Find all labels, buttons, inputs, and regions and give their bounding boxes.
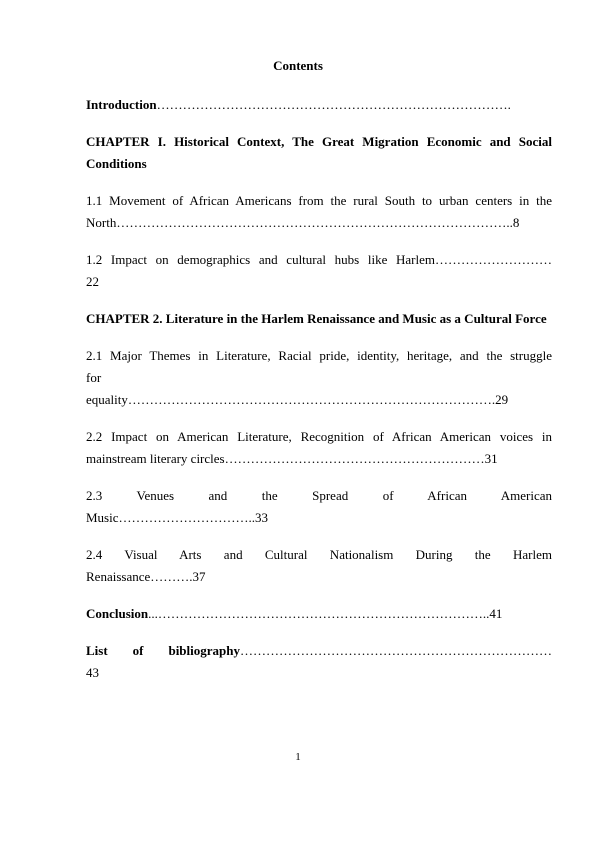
- toc-entry-conclusion: [86, 603, 552, 625]
- toc-entry-bibliography-line1: [86, 640, 552, 662]
- toc-entry-2-1: [86, 345, 552, 411]
- toc-leader-introduction: ……………………………………………………………………….: [156, 97, 511, 112]
- toc-entry-bibliography: [86, 640, 552, 684]
- toc-entry-1-1-line2: North………………………………………………………………………………..8: [86, 215, 520, 230]
- toc-entry-1-2-line2: 22: [86, 274, 99, 289]
- toc-label-introduction: Introduction: [86, 97, 157, 112]
- toc-entry-2-4-line1: 2.4 Visual Arts and Cultural Nationalism During the Harlem: [86, 547, 552, 562]
- toc-entry-2-4: [86, 544, 552, 588]
- toc-entry-chapter-2: CHAPTER 2. Literature in the Harlem Renaissance and Music as a Cultural Force: [86, 311, 547, 326]
- table-of-contents: [86, 94, 552, 699]
- toc-entry-1-2-line1: 1.2 Impact on demographics and cultural hubs like Harlem………………………: [86, 252, 552, 267]
- toc-label-conclusion: Conclusion: [86, 606, 149, 621]
- toc-leader-conclusion: ...…………………………………………………………………..41: [148, 606, 503, 621]
- contents-title: Contents: [273, 58, 323, 73]
- page-number: 1: [295, 751, 301, 763]
- toc-entry-1-1-line1: 1.1 Movement of African Americans from the rural South to urban centers in the: [86, 193, 552, 208]
- toc-entry-2-2: [86, 426, 552, 470]
- toc-entry-2-1-line1: 2.1 Major Themes in Literature, Racial pride, identity, heritage, and the struggle: [86, 348, 552, 363]
- toc-entry-1-1: [86, 190, 552, 234]
- toc-entry-2-1-line3: equality………………………………………………………………………….29: [86, 392, 509, 407]
- toc-entry-2-3: [86, 485, 552, 529]
- toc-entry-2-2-line2: mainstream literary circles……………………………………………………31: [86, 451, 498, 466]
- toc-label-bibliography: List of bibliography: [86, 643, 240, 658]
- toc-page-bibliography: 43: [86, 665, 99, 680]
- toc-entry-2-3-line2: Music…………………………..33: [86, 510, 268, 525]
- toc-entry-2-4-line2: Renaissance……….37: [86, 569, 206, 584]
- toc-leader-bibliography: ………………………………………………………………: [240, 643, 552, 658]
- toc-entry-2-1-line2: for: [86, 370, 102, 385]
- toc-entry-introduction: [86, 94, 552, 116]
- toc-entry-2-2-line1: 2.2 Impact on American Literature, Recognition of African American voices in: [86, 429, 552, 444]
- toc-entry-1-2: [86, 249, 552, 293]
- toc-entry-chapter-1: CHAPTER I. Historical Context, The Great Migration Economic and Social Conditions: [86, 134, 552, 171]
- toc-entry-2-3-line1: 2.3 Venues and the Spread of African American: [86, 488, 552, 503]
